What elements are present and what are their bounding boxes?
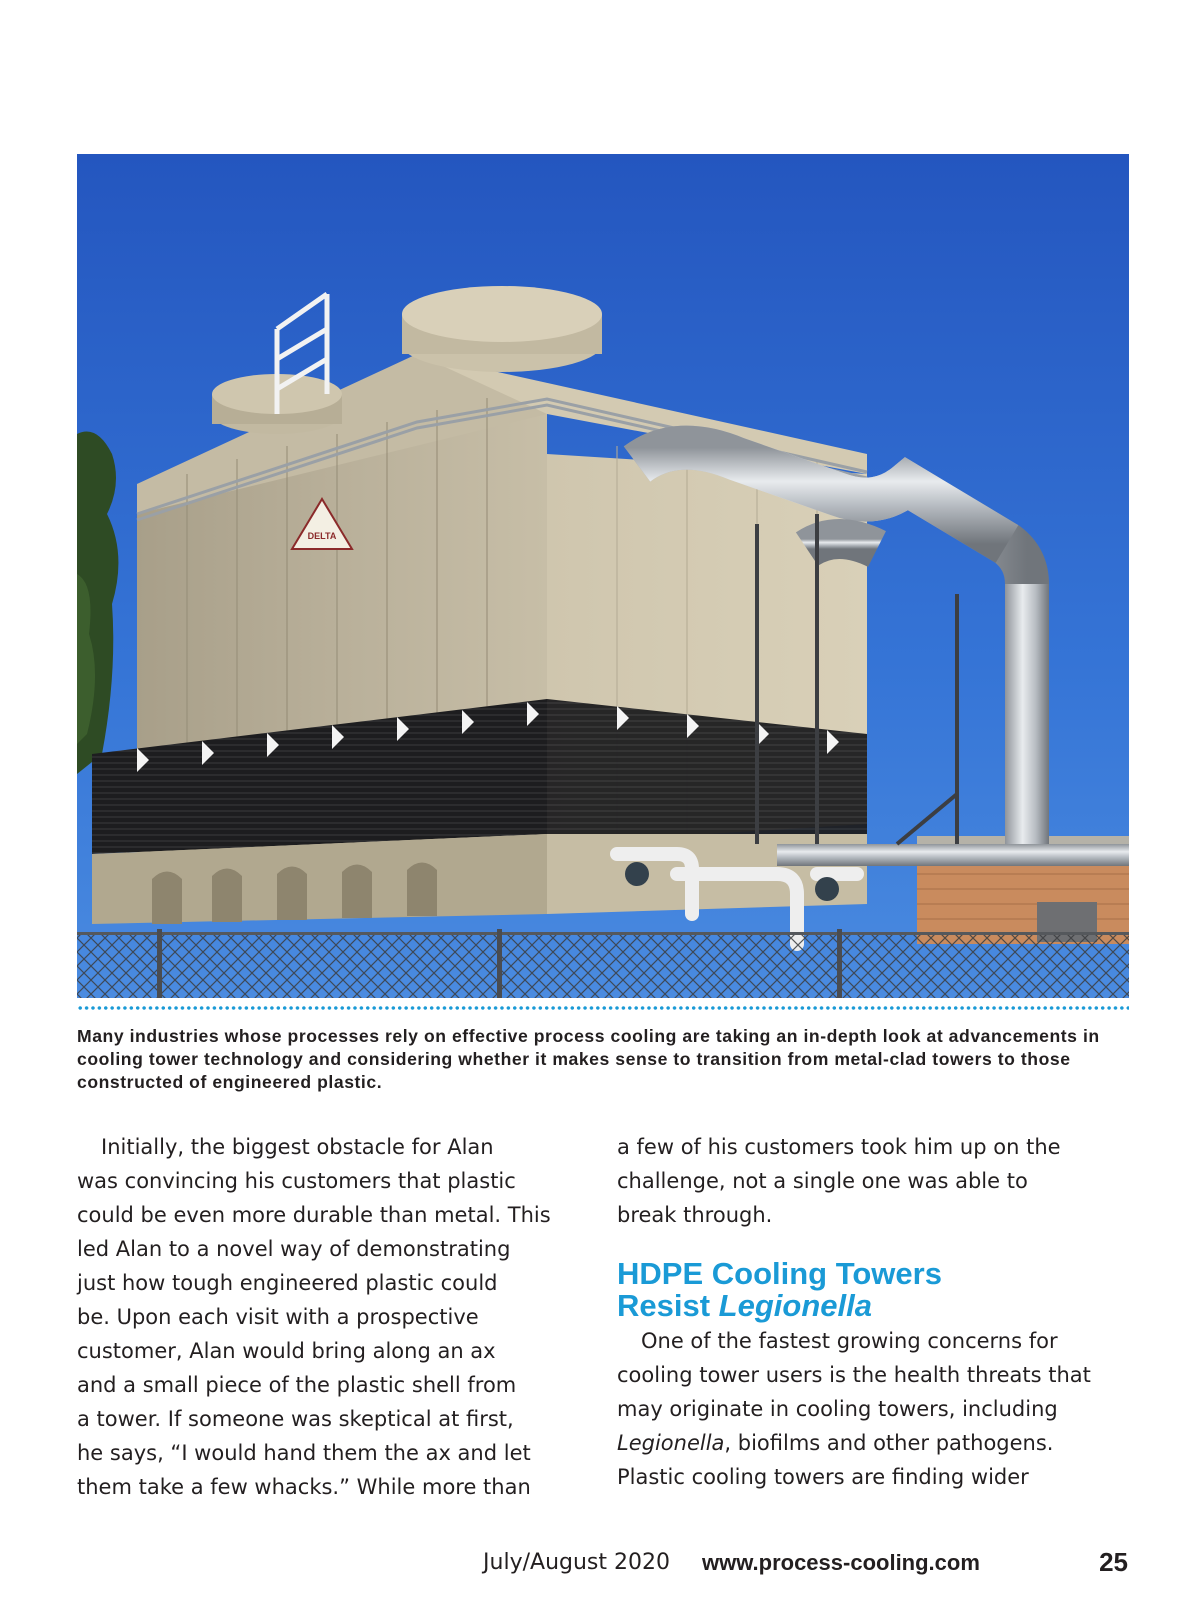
text-line: them take a few whacks.” While more than (77, 1475, 531, 1499)
text-line: was convincing his customers that plastic (77, 1169, 516, 1193)
heading-line-2 (617, 1290, 1137, 1322)
tower-brand-label: DELTA (307, 531, 337, 541)
body-paragraph (77, 1130, 597, 1504)
heading-line-1: HDPE Cooling Towers (617, 1256, 942, 1291)
text-line: One of the fastest growing concerns for (641, 1329, 1058, 1353)
dotted-divider (77, 1006, 1129, 1010)
text-fragment: , biofilms and other pathogens. (724, 1431, 1054, 1455)
text-line: just how tough engineered plastic could (77, 1271, 498, 1295)
issue-date: July/August 2020 (483, 1550, 670, 1575)
text-line: cooling tower users is the health threats that (617, 1363, 1091, 1387)
text-line: led Alan to a novel way of demonstrating (77, 1237, 511, 1261)
heading-italic-term: Legionella (718, 1288, 872, 1323)
italic-term: Legionella (617, 1431, 725, 1455)
cooling-tower-photo (77, 154, 1129, 998)
text-line: a tower. If someone was skeptical at first, (77, 1407, 514, 1431)
text-line: be. Upon each visit with a prospective (77, 1305, 479, 1329)
website-url: www.process-cooling.com (702, 1550, 980, 1575)
text-line: Plastic cooling towers are finding wider (617, 1465, 1029, 1489)
page-footer (0, 1548, 1200, 1588)
section-heading (617, 1258, 1137, 1322)
left-column (77, 1130, 597, 1504)
body-paragraph (617, 1324, 1137, 1494)
text-line: break through. (617, 1203, 773, 1227)
page-number: 25 (1099, 1547, 1128, 1577)
text-line (617, 1426, 1137, 1460)
photo-caption: Many industries whose processes rely on effective process cooling are taking an in-depth look at advancements in cooling tower technology and considering whether it makes sense to transition from metal-clad towers to those constructed of engineered plastic. (77, 1026, 1100, 1092)
body-paragraph-continued (617, 1130, 1137, 1232)
text-line: a few of his customers took him up on the (617, 1135, 1061, 1159)
right-column (617, 1130, 1137, 1494)
text-line: could be even more durable than metal. This (77, 1203, 551, 1227)
text-line: customer, Alan would bring along an ax (77, 1339, 496, 1363)
text-line: he says, “I would hand them the ax and let (77, 1441, 531, 1465)
text-line: challenge, not a single one was able to (617, 1169, 1028, 1193)
heading-prefix: Resist (617, 1288, 719, 1323)
text-line: may originate in cooling towers, including (617, 1397, 1058, 1421)
text-line: Initially, the biggest obstacle for Alan (101, 1135, 494, 1159)
text-line: and a small piece of the plastic shell from (77, 1373, 517, 1397)
